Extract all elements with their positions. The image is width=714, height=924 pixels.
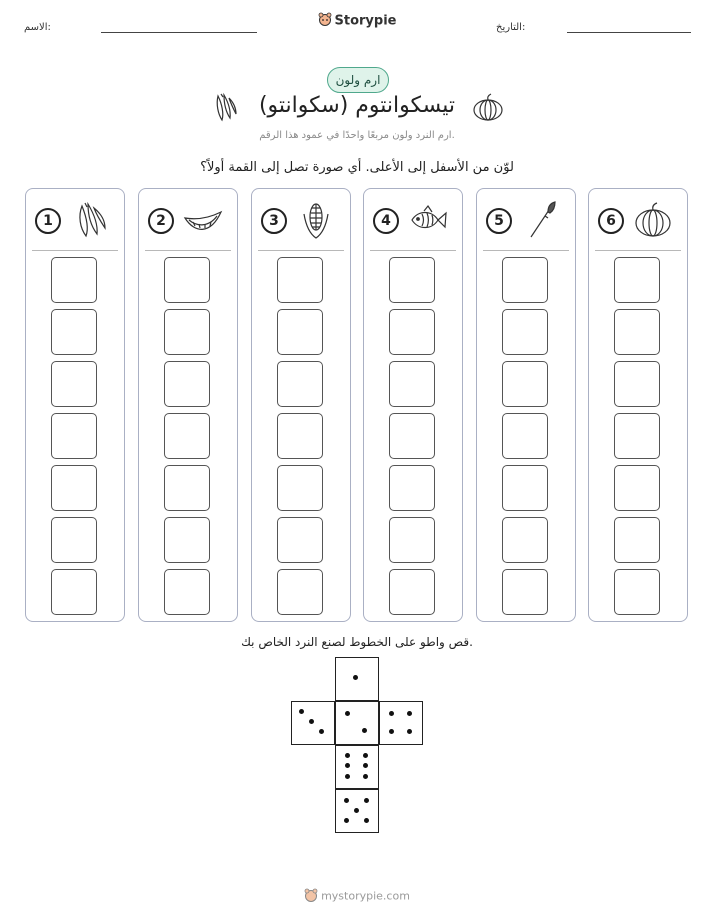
date-label: التاريخ: bbox=[496, 22, 526, 33]
color-box[interactable] bbox=[502, 517, 548, 563]
column-number: 3 bbox=[261, 208, 287, 234]
color-box[interactable] bbox=[277, 413, 323, 459]
fish-icon bbox=[408, 200, 448, 240]
color-box[interactable] bbox=[277, 569, 323, 615]
pip bbox=[345, 774, 350, 779]
color-box[interactable] bbox=[614, 465, 660, 511]
color-box[interactable] bbox=[51, 257, 97, 303]
color-box[interactable] bbox=[164, 465, 210, 511]
column-6 bbox=[588, 188, 688, 622]
column-divider bbox=[32, 250, 118, 251]
color-box[interactable] bbox=[51, 569, 97, 615]
pip bbox=[389, 729, 394, 734]
subtitle: ارم النرد ولون مربعًا واحدًا في عمود هذا الرقم. bbox=[259, 130, 455, 141]
color-box[interactable] bbox=[164, 257, 210, 303]
color-box[interactable] bbox=[614, 309, 660, 355]
pip bbox=[344, 798, 349, 803]
color-box[interactable] bbox=[51, 309, 97, 355]
pip bbox=[319, 729, 324, 734]
pip bbox=[362, 728, 367, 733]
color-box[interactable] bbox=[502, 569, 548, 615]
storypie-logo-icon bbox=[304, 888, 318, 905]
color-box[interactable] bbox=[164, 517, 210, 563]
color-box[interactable] bbox=[389, 361, 435, 407]
color-box[interactable] bbox=[277, 361, 323, 407]
column-divider bbox=[258, 250, 344, 251]
dice-face-5 bbox=[335, 789, 379, 833]
color-box[interactable] bbox=[389, 257, 435, 303]
column-number: 1 bbox=[35, 208, 61, 234]
pip bbox=[345, 711, 350, 716]
color-box[interactable] bbox=[51, 517, 97, 563]
column-divider bbox=[483, 250, 569, 251]
color-box[interactable] bbox=[614, 413, 660, 459]
pip bbox=[354, 808, 359, 813]
column-2 bbox=[138, 188, 238, 622]
column-3 bbox=[251, 188, 351, 622]
pip bbox=[363, 774, 368, 779]
column-number: 4 bbox=[373, 208, 399, 234]
footer bbox=[0, 888, 714, 905]
dice-face-6 bbox=[335, 745, 379, 789]
color-box[interactable] bbox=[389, 413, 435, 459]
canoe-icon bbox=[183, 200, 223, 240]
pip bbox=[353, 675, 358, 680]
color-box[interactable] bbox=[277, 465, 323, 511]
color-box[interactable] bbox=[614, 257, 660, 303]
name-label: الاسم: bbox=[24, 22, 51, 33]
column-number: 5 bbox=[486, 208, 512, 234]
pip bbox=[309, 719, 314, 724]
date-line bbox=[567, 32, 691, 33]
color-box[interactable] bbox=[277, 309, 323, 355]
color-box[interactable] bbox=[51, 361, 97, 407]
color-box[interactable] bbox=[164, 569, 210, 615]
color-box[interactable] bbox=[389, 465, 435, 511]
dice-face-4 bbox=[379, 701, 423, 745]
dice-face-3 bbox=[291, 701, 335, 745]
color-box[interactable] bbox=[502, 413, 548, 459]
pip bbox=[389, 711, 394, 716]
color-box[interactable] bbox=[277, 257, 323, 303]
pip bbox=[364, 798, 369, 803]
dice-instruction: قص واطو على الخطوط لصنع النرد الخاص بك. bbox=[241, 635, 473, 649]
pip bbox=[344, 818, 349, 823]
corn-icon bbox=[296, 200, 336, 240]
column-5 bbox=[476, 188, 576, 622]
color-box[interactable] bbox=[164, 309, 210, 355]
column-1 bbox=[25, 188, 125, 622]
pip bbox=[407, 729, 412, 734]
instruction-text: لوّن من الأسفل إلى الأعلى. أي صورة تصل إلى القمة أولاً؟ bbox=[200, 160, 514, 175]
color-box[interactable] bbox=[164, 361, 210, 407]
column-number: 2 bbox=[148, 208, 174, 234]
color-box[interactable] bbox=[51, 413, 97, 459]
color-box[interactable] bbox=[502, 309, 548, 355]
brand-logo bbox=[0, 12, 714, 30]
color-box[interactable] bbox=[502, 465, 548, 511]
pea-pod-icon bbox=[70, 200, 110, 240]
pumpkin-icon bbox=[472, 92, 504, 122]
color-box[interactable] bbox=[51, 465, 97, 511]
pip bbox=[363, 763, 368, 768]
color-box[interactable] bbox=[614, 569, 660, 615]
dice-face-2 bbox=[335, 701, 379, 745]
color-box[interactable] bbox=[389, 569, 435, 615]
page-title: تيسكوانتوم (سكوانتو) bbox=[258, 93, 456, 118]
color-box[interactable] bbox=[277, 517, 323, 563]
column-number: 6 bbox=[598, 208, 624, 234]
color-box[interactable] bbox=[502, 257, 548, 303]
pip bbox=[345, 763, 350, 768]
pip bbox=[299, 709, 304, 714]
color-box[interactable] bbox=[614, 517, 660, 563]
footer-url[interactable]: mystorypie.com bbox=[321, 889, 410, 903]
column-4 bbox=[363, 188, 463, 622]
color-box[interactable] bbox=[389, 517, 435, 563]
color-box[interactable] bbox=[502, 361, 548, 407]
color-box[interactable] bbox=[614, 361, 660, 407]
activity-badge: ارم ولون bbox=[327, 67, 389, 93]
dice-face-1 bbox=[335, 657, 379, 701]
pip bbox=[364, 818, 369, 823]
name-line bbox=[101, 32, 257, 33]
column-divider bbox=[370, 250, 456, 251]
pip bbox=[407, 711, 412, 716]
spear-icon bbox=[521, 200, 561, 240]
color-box[interactable] bbox=[389, 309, 435, 355]
pip bbox=[345, 753, 350, 758]
column-divider bbox=[595, 250, 681, 251]
brand-name: Storypie bbox=[334, 13, 397, 29]
storypie-logo-icon bbox=[318, 12, 332, 30]
column-divider bbox=[145, 250, 231, 251]
pumpkin-icon bbox=[633, 200, 673, 240]
pip bbox=[363, 753, 368, 758]
color-box[interactable] bbox=[164, 413, 210, 459]
